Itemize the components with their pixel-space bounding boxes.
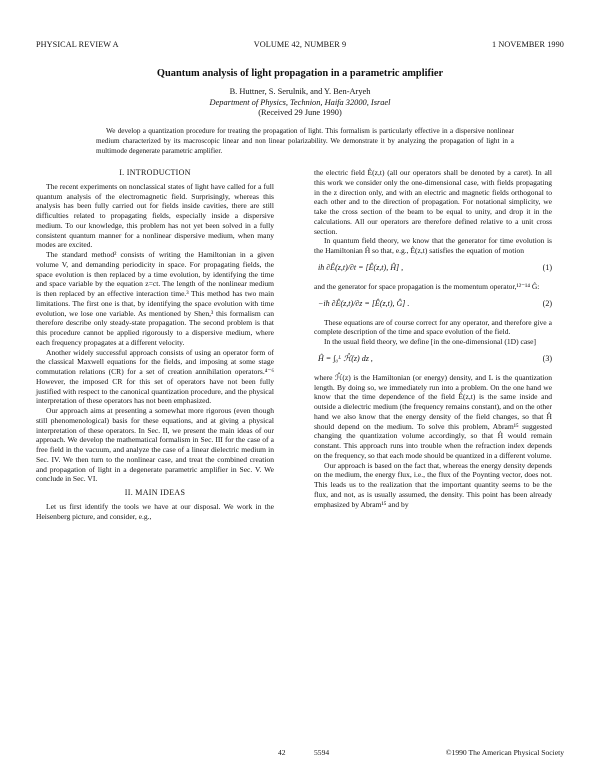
article-title: Quantum analysis of light propagation in a parametric amplifier — [156, 68, 444, 79]
abstract: We develop a quantization procedure for treating the propagation of light. This formalism is particularly effective in a dispersive nonlinear medium characterized by its macroscopic linear and non linear polarizability. We demonstrate it by analyzing the propagation of light in a multimode degenerate parametric amplifier. — [96, 127, 514, 155]
issue-date: 1 NOVEMBER 1990 — [491, 40, 564, 49]
equation-expression: −iħ ∂Ê(z,t)/∂z = [Ê(z,t), Ĝ] . — [318, 298, 410, 308]
issue-number: 42 — [278, 748, 286, 757]
paragraph: Our approach aims at presenting a somewhat more rigorous (even though still phenomenological) basis for these equations, and at giving a physical interpretation of these operators. In Sec. II, we present the main ideas of our approach. We develop the mathematical formalism in Sec. III for the case of a free field in the vacuum, and analyze the case of a linear dielectric medium in Sec. IV. We then turn to the nonlinear case, and treat the combined creation and propagation of light in a degenerate parametric amplifier in Sec. V. We conclude in Sec. VI. — [36, 406, 274, 484]
right-column — [314, 168, 552, 509]
left-column — [36, 168, 274, 521]
paragraph: These equations are of course correct for any operator, and therefore give a complete description of the time and space evolution of the field. — [314, 317, 552, 337]
paragraph: where ℋ̂(z) is the Hamiltonian (or energy) density, and L is the quantization length. By doing so, we immediately run into a problem. On the one hand we know that the time dependence of the field Ê(z,t) is the same inside and outside a dielectric medium (the frequency remains constant), and on the other hand we also know that the energy density of the field changes, so that Ĥ should depend on the medium. To solve this problem, Abram¹⁵ suggested changing the quantization volume accordingly, so that Ĥ would remain constant. This approach runs into trouble when the refraction index depends on the frequency, so that each mode should be quantized in a different volume. — [314, 372, 552, 460]
section-heading-introduction: I. INTRODUCTION — [119, 168, 191, 177]
paragraph: The standard method² consists of writing the Hamiltonian in a given volume V, and demanding periodicity in space. For propagating fields, the space evolution is then replaced by a time evolution, by identifying the time and space variable by the equation z=ct. The length of the nonlinear medium is then replaced by an effective interaction time.³ This method has two main limitations. The first one is that, by identifying the space evolution with time evolution, we lose one variable. As mentioned by Shen,³ this formalism can therefore describe only steady-state propagation. The second problem is that this procedure cannot be applied rigorously to a dispersive medium, where each frequency propagates at a different velocity. — [36, 250, 274, 347]
paragraph: the electric field Ê(z,t) (all our operators shall be denoted by a caret). In all this work we consider only the one-dimensional case, with fields propagating in the z direction only, and with an electric and magnetic fields orthogonal to each other and to the direction of propagation. For notational simplicity, we take the cross section of the beam to be equal to unity, and drop it in the calculations. All our operators are therefore defined relative to a unit cross section. — [314, 168, 552, 236]
equation-2 — [314, 294, 552, 316]
copyright: ©1990 The American Physical Society — [445, 748, 564, 757]
section-heading-main-ideas: II. MAIN IDEAS — [124, 488, 186, 497]
equation-number: (1) — [542, 262, 552, 272]
equation-3 — [314, 349, 552, 371]
author-list: B. Huttner, S. Serulnik, and Y. Ben-Aryeh — [229, 87, 371, 96]
paragraph: In quantum field theory, we know that the generator for time evolution is the Hamiltonian Ĥ so that, e.g., Ê(z,t) satisfies the equation of motion — [314, 236, 552, 255]
equation-number: (2) — [542, 298, 552, 308]
equation-number: (3) — [542, 353, 552, 363]
journal-name: PHYSICAL REVIEW A — [36, 40, 119, 49]
paragraph: The recent experiments on nonclassical states of light have called for a full quantum analysis of the electromagnetic field. Surprisingly, whereas this analysis has been fully carried out for fields inside cavities, there are still difficulties related to propagating fields, especially inside a dispersive medium. To our knowledge, this problem has not yet been solved in a fully consistent quantum manner for a nonlinear dispersive medium, when many modes are excited. — [36, 181, 274, 250]
paragraph: Let us first identify the tools we have at our disposal. We work in the Heisenberg picture, and consider, e.g., — [36, 501, 274, 521]
received-date: (Received 29 June 1990) — [258, 108, 342, 117]
paragraph: In the usual field theory, we define [in the one-dimensional (1D) case] — [324, 337, 537, 346]
equation-expression: iħ ∂Ê(z,t)/∂t = [Ê(z,t), Ĥ] , — [318, 262, 404, 272]
equation-1 — [314, 258, 552, 280]
paragraph: Our approach is based on the fact that, whereas the energy density depends on the medium, the energy flux, i.e., the flux of the Poynting vector, does not. This leads us to the realization that the important quantity seems to be the flux, and not, as is usually assumed, the density. This point has been already emphasized by Abram¹⁵ and by — [314, 460, 552, 509]
paragraph: and the generator for space propagation is the momentum operator,¹²⁻¹⁴ Ĝ: — [314, 281, 540, 291]
paragraph: Another widely successful approach consists of using an operator form of the classical Maxwell equations for the fields, and imposing at some stage commutation relations (CR) for a set of creation annihilation operators.⁴⁻⁶ However, the imposed CR for this set of operators have not been fully justified with respect to the canonical quantization procedure, and the physical interpretation of these operators has not been emphasized. — [36, 347, 274, 406]
page-number: 5594 — [314, 748, 330, 757]
volume-number: VOLUME 42, NUMBER 9 — [253, 40, 347, 49]
equation-expression: Ĥ = ∫₀ᴸ ℋ̂(z) dz , — [318, 353, 373, 363]
affiliation: Department of Physics, Technion, Haifa 32000, Israel — [209, 98, 391, 107]
